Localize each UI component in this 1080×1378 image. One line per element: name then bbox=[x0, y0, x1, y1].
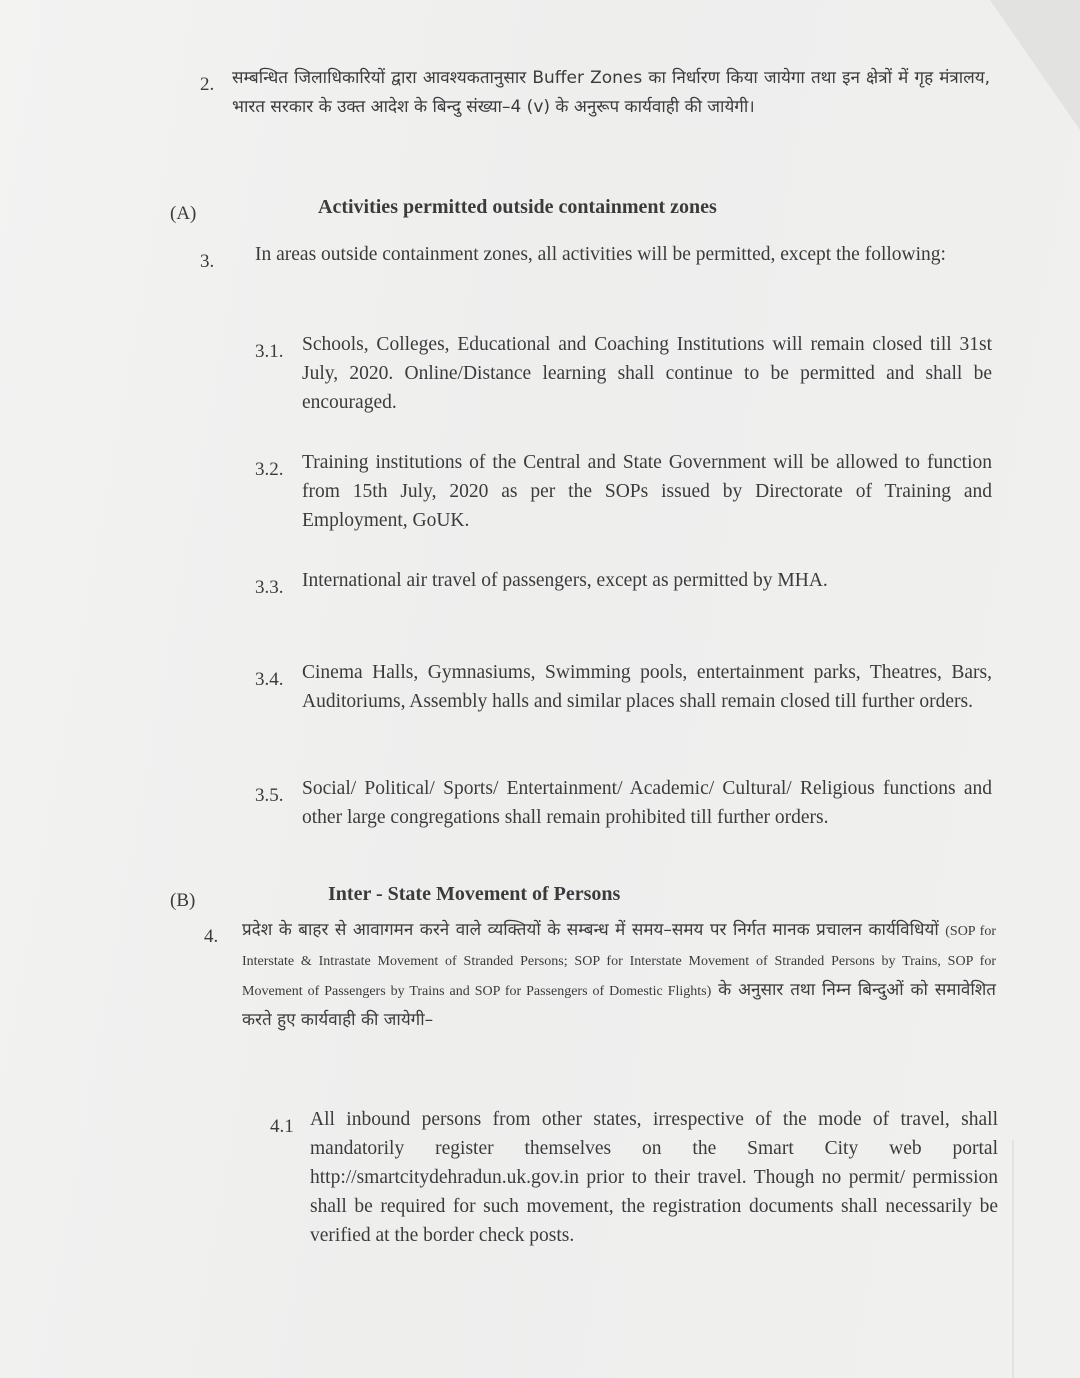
item-3-1-number: 3.1. bbox=[255, 341, 284, 362]
item-3-3-text: International air travel of passengers, except as permitted by MHA. bbox=[302, 570, 828, 591]
para-4-hindi-part1: प्रदेश के बाहर से आवागमन करने वाले व्यक्तियों के सम्बन्ध में समय–समय पर निर्गत मानक प्रचालन कार्यविधियों bbox=[242, 920, 939, 940]
para-2-number: 2. bbox=[200, 74, 215, 95]
item-3-2-text: Training institutions of the Central and State Government will be allowed to function from 15th July, 2020 as per the SOPs issued by Directorate of Training and Employment, GoUK. bbox=[302, 452, 992, 531]
para-4-number: 4. bbox=[204, 926, 219, 947]
item-3-5-text: Social/ Political/ Sports/ Entertainment/ Academic/ Cultural/ Religious functions and other large congregations shall remain prohibited till further orders. bbox=[302, 778, 992, 828]
section-b-title: Inter - State Movement of Persons bbox=[328, 883, 621, 905]
item-3-3-number: 3.3. bbox=[255, 577, 284, 598]
para-4-english-sop-list: (SOP for Interstate & Intrastate Movement of Stranded Persons; SOP for Interstate Movement of Stranded Persons by Trains, SOP for Movement of Passengers by Trains and SOP for Passengers of Domestic Flights) bbox=[242, 924, 996, 999]
item-3-5-number: 3.5. bbox=[255, 785, 284, 806]
section-b-label: (B) bbox=[170, 890, 196, 911]
item-3-4-text: Cinema Halls, Gymnasiums, Swimming pools, entertainment parks, Theatres, Bars, Auditoriums, Assembly halls and similar places shall remain closed till further orders. bbox=[302, 662, 992, 712]
item-3-1-text: Schools, Colleges, Educational and Coaching Institutions will remain closed till 31st July, 2020. Online/Distance learning shall continue to be permitted and shall be encouraged. bbox=[302, 334, 992, 413]
section-a-label: (A) bbox=[170, 203, 197, 224]
section-a-title: Activities permitted outside containment zones bbox=[318, 196, 717, 218]
page-crease bbox=[1012, 1140, 1014, 1378]
page-fold-corner bbox=[990, 0, 1080, 130]
para-3-number: 3. bbox=[200, 251, 215, 272]
para-2-text: सम्बन्धित जिलाधिकारियों द्वारा आवश्यकतानुसार Buffer Zones का निर्धारण किया जायेगा तथा इन क्षेत्रों में गृह मंत्रालय, भारत सरकार के उक्त आदेश के बिन्दु संख्या–4 (v) के अनुरूप कार्यवाही की जायेगी। bbox=[232, 68, 990, 117]
item-3-4-number: 3.4. bbox=[255, 669, 284, 690]
item-3-2-number: 3.2. bbox=[255, 459, 284, 480]
item-4-1-text: All inbound persons from other states, irrespective of the mode of travel, shall mandatorily register themselves on the Smart City web portal http://smartcitydehradun.uk.gov.in prior to their travel. Though no permit/ permission shall be required for such movement, the registration documents shall necessarily be verified at the border check posts. bbox=[310, 1109, 998, 1246]
para-4-hindi-part2: के अनुसार तथा निम्न बिन्दुओं को समावेशित करते हुए कार्यवाही की जायेगी– bbox=[242, 980, 996, 1030]
para-4-text bbox=[242, 916, 996, 1035]
item-4-1-number: 4.1 bbox=[270, 1116, 294, 1137]
para-3-text: In areas outside containment zones, all activities will be permitted, except the following: bbox=[255, 244, 946, 265]
